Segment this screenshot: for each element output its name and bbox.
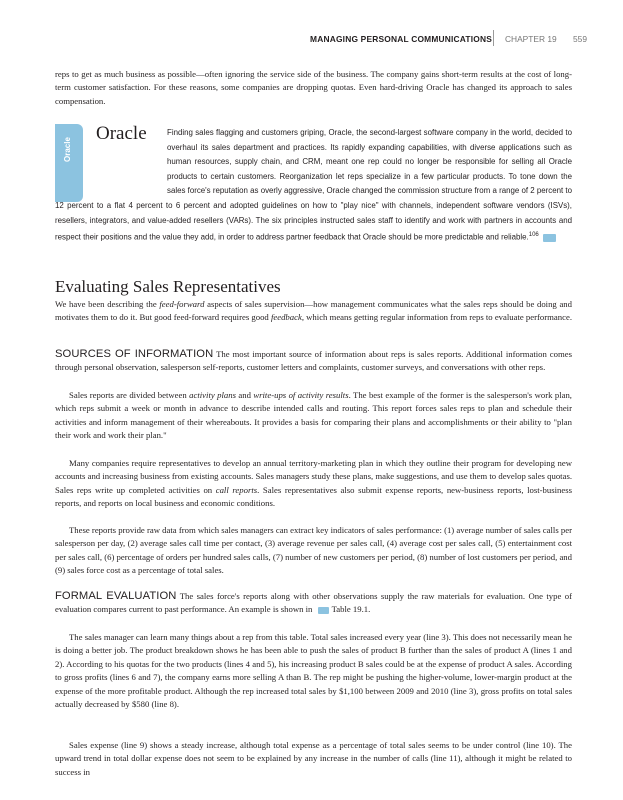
- formal-paragraph-2: The sales manager can learn many things about a rep from this table. Total sales increased every year (line 3). This does not necessarily mean he is doing a better job. The product breakdown shows he has been able to push the sales of product B further than the sales of product A (lines 1 and 2). According to his quotas for the two products (lines 4 and 5), his increasing product B sales could be at the expense of product A sales. According to gross profits (lines 6 and 7), the company earns more selling A than B. The rep might be pushing the higher-volume, lower-margin product at the expense of the more profitable product. Although the rep increased total sales by $1,100 between 2009 and 2010 (line 3), gross profits on total sales actually decreased by $580 (line 8).: [55, 632, 572, 710]
- text-run: . Sales representatives also submit expense reports, new-business reports, lost-business reports, and reports on local business and economic conditions.: [55, 484, 572, 509]
- sources-paragraph-1: [55, 348, 572, 375]
- title-spacer: [55, 126, 167, 186]
- oracle-title: Oracle: [96, 123, 147, 144]
- sources-paragraph-3: [55, 457, 572, 511]
- footnote-marker: 106: [528, 232, 539, 239]
- header-divider: [493, 30, 494, 46]
- text-run: Many companies require representatives to develop an annual territory-marketing plan in which they outline their program for developing new accounts and increasing business from existing accounts. Sales managers study these plans, make suggestions, and use them to develop sales quotas. Sales reps write up completed activities on: [55, 458, 572, 495]
- reference-link-icon[interactable]: [543, 234, 556, 242]
- text-run: The most important source of information about reps is sales reports. Additional information comes through personal observation, salesperson self-reports, customer letters and complaints, customer surveys, and conversations with other reps.: [55, 349, 572, 373]
- table-reference[interactable]: Table 19.1.: [331, 604, 371, 615]
- formal-paragraph-3: Sales expense (line 9) shows a steady increase, although total expense as a percentage of total sales seems to be under control (line 10). The upward trend in total dollar expense does not seem to be explained by any increase in the number of calls (line 11), although it might be related to success in: [55, 740, 572, 777]
- oracle-body: [55, 126, 572, 245]
- sources-paragraph-4: These reports provide raw data from which sales managers can extract key indicators of sales performance: (1) average number of sales calls per salesperson per day, (2) average sales call time per contact, (3) average revenue per sales call, (4) average cost per sales call, (5) entertainment cost per sales call, (6) percentage of orders per hundred sales calls, (7) number of new customers per period, (8) number of lost customers per period, and (9) sales force cost as a percentage of total sales.: [55, 525, 572, 576]
- emphasis-feedback: feedback: [270, 312, 302, 323]
- text-run: aspects of sales supervision—how management communicates what the sales reps should be doing and motivates them to do it. But good feed-forward requires good: [55, 299, 572, 323]
- table-link-icon[interactable]: [318, 607, 329, 614]
- text-run: We have been describing the: [55, 299, 160, 309]
- sources-paragraph-2: [55, 389, 572, 443]
- emphasis-write-ups: write-ups of activity results: [253, 390, 349, 400]
- running-head: MANAGING PERSONAL COMMUNICATIONS: [310, 34, 492, 44]
- section-intro-paragraph: [55, 298, 572, 325]
- page-header: [0, 0, 623, 44]
- intro-paragraph: reps to get as much business as possible—often ignoring the service side of the business. The company gains short-term results at the cost of long-term customer satisfaction. For these reasons, some companies are dropping quotas. Even hard-driving Oracle has changed its approach to sales compensation.: [55, 69, 572, 106]
- text-run: , which means getting regular information from reps to evaluate performance.: [301, 312, 572, 323]
- text-run: . The best example of the former is the salesperson's work plan, which reps submit a week or month in advance to describe intended calls and routing. This report forces sales reps to plan and schedule their activities and inform management of their whereabouts. It provides a basis for comparing their plans and accomplishments or their ability to "plan their work and work their plan.": [55, 390, 572, 441]
- text-run: and: [235, 390, 254, 400]
- section-title: Evaluating Sales Representatives: [55, 277, 281, 296]
- chapter-label: CHAPTER 19: [505, 34, 557, 44]
- emphasis-call-reports: call reports: [215, 484, 258, 495]
- sources-heading: SOURCES OF INFORMATION: [55, 348, 214, 360]
- emphasis-feed-forward: feed-forward: [159, 299, 205, 309]
- text-run: The sales force's reports along with other observations supply the raw materials for evaluation. One type of evaluation compares current to past performance. An example is shown in: [55, 591, 572, 615]
- text-run: Sales reports are divided between: [69, 390, 190, 400]
- oracle-tab-label: Oracle: [63, 137, 72, 162]
- emphasis-activity-plans: activity plans: [189, 390, 236, 400]
- formal-paragraph-1: [55, 590, 572, 617]
- page-number: 559: [573, 34, 587, 44]
- formal-heading: FORMAL EVALUATION: [55, 590, 177, 602]
- oracle-body-text: Finding sales flagging and customers griping, Oracle, the second-largest software company in the world, decided to overhaul its sales department and practices. Its rapidly expanding capabilities, with diverse applications such as human resources, supply chain, and CRM, meant one rep could no longer be responsible for selling all Oracle products to certain customers. Reorganization let reps specialize in a few particular products. To tone down the sales force's reputation as overly aggressive, Oracle changed the commission structure from a range of 2 percent to 12 percent to a flat 4 percent to 6 percent and adopted guidelines on how to "play nice" with channels, independent software vendors (ISVs), resellers, integrators, and value-added resellers (VARs). The six principles instructed sales staff to identify and work with partners in accounts and respect their positions and the value they add, in order to address partner feedback that Oracle should be more predictable and reliable.: [55, 128, 572, 242]
